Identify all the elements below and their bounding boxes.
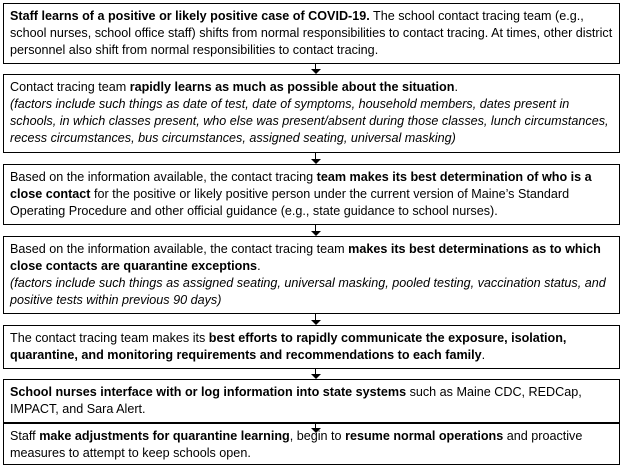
step-5-lead: The contact tracing team makes its (10, 331, 209, 345)
step-4-bold: makes its best determinations as to which close contacts are quarantine exceptions (10, 242, 601, 273)
arrow-4 (311, 314, 321, 325)
step-4-box (3, 236, 620, 314)
step-3-bold: team makes its best determination of who is a close contact (10, 170, 592, 201)
arrow-5 (311, 369, 321, 379)
step-6-text: such as Maine CDC, REDCap, IMPACT, and Sara Alert. (10, 385, 582, 416)
step-4-lead: Based on the information available, the contact tracing team (10, 242, 349, 256)
step-2-tail: . (454, 80, 458, 94)
step-2-box (3, 74, 620, 153)
step-2-italic: (factors include such things as date of test, date of symptoms, household members, dates present in schools, in which classes present, who else was present/absent during those classes, lunch circumstances, recess circumstances, bus circumstances, assigned seating, universal masking) (10, 97, 609, 145)
step-3-box (3, 164, 620, 225)
step-5-bold: best efforts to rapidly communicate the exposure, isolation, quarantine, and monitoring requirements and recommendations to each family (10, 331, 567, 362)
step-3-lead: Based on the information available, the contact tracing (10, 170, 317, 184)
step-1-box (3, 3, 620, 64)
step-7-bold-2: resume normal operations (345, 429, 504, 443)
step-7-box (3, 423, 620, 465)
step-1-bold: Staff learns of a positive or likely positive case of COVID-19. (10, 9, 370, 23)
step-7-tail: and proactive measures to attempt to keep schools open. (10, 429, 583, 460)
step-4-italic: (factors include such things as assigned seating, universal masking, pooled testing, vaccination status, and positive tests within previous 90 days) (10, 276, 606, 307)
step-6-box (3, 379, 620, 423)
step-2-lead: Contact tracing team (10, 80, 130, 94)
arrow-3 (311, 225, 321, 236)
arrow-2 (311, 153, 321, 164)
step-7-bold: make adjustments for quarantine learning (39, 429, 290, 443)
step-7-mid: , begin to (289, 429, 346, 443)
arrow-1 (311, 64, 321, 74)
step-5-tail: . (481, 348, 486, 362)
step-3-tail: for the positive or likely positive person under the current version of Maine’s Standard Operating Procedure and other official guidance (e.g., state guidance to school nurses). (10, 187, 570, 218)
step-2-bold: rapidly learns as much as possible about the situation (129, 80, 455, 94)
step-1-text: The school contact tracing team (e.g., school nurses, school office staff) shifts from normal responsibilities to contact tracing. At times, other district personnel also shift from normal responsibilities to contact tracing. (10, 9, 613, 57)
step-6-bold: School nurses interface with or log information into state systems (10, 385, 407, 399)
step-4-tail: . (257, 259, 261, 273)
step-7-lead: Staff (10, 429, 40, 443)
step-5-box (3, 325, 620, 369)
